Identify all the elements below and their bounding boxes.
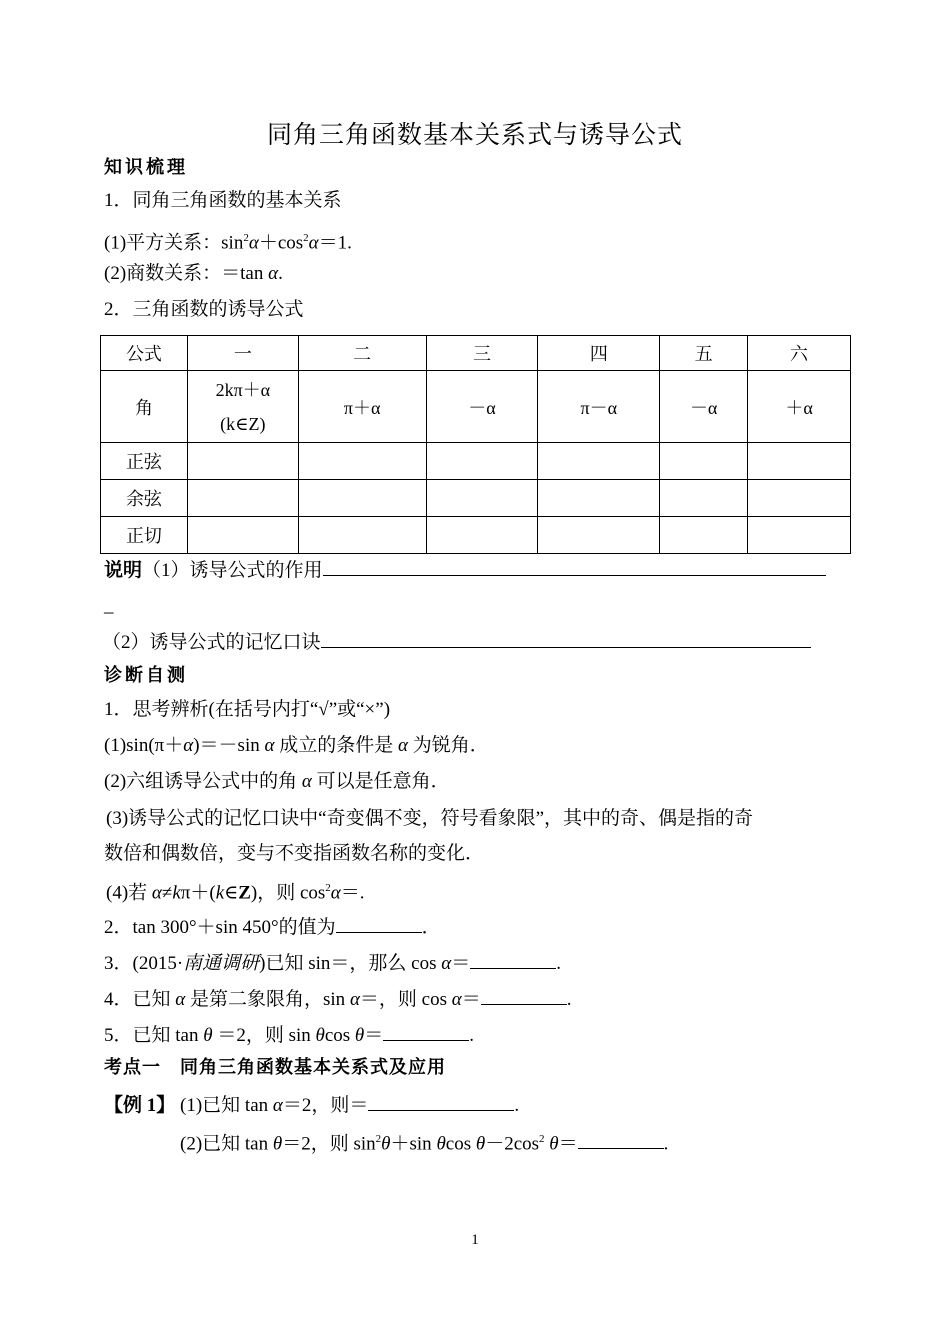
note-2-text: （2）诱导公式的记忆口诀 xyxy=(102,632,321,653)
kp1a-label: (1)平方关系： xyxy=(104,232,222,254)
kp2-heading: 2．三角函数的诱导公式 xyxy=(104,299,304,320)
question-1-item-1: (1)sin(π＋α)＝－sin α 成立的条件是 α 为锐角． xyxy=(104,735,489,756)
answer-blank[interactable] xyxy=(321,628,811,648)
table-header-cell: 公式 xyxy=(101,336,188,371)
answer-blank[interactable] xyxy=(578,1129,664,1149)
answer-blank[interactable] xyxy=(481,985,567,1005)
section-heading-topic1: 考点一 同角三角函数基本关系式及应用 xyxy=(104,1057,446,1078)
table-cell-angle: ＋α xyxy=(748,371,851,443)
page-title: 同角三角函数基本关系式与诱导公式 xyxy=(266,122,683,149)
table-cell-angle: 2kπ＋α (k∈Z) xyxy=(187,371,298,443)
example-1-part-2: (2)已知 tan θ＝2，则 $\sin^2\theta+\sin$ θcos $\theta-2\cos^2$ θ＝ . xyxy=(180,1127,668,1156)
table-row xyxy=(101,443,851,480)
question-1-item-2: (2)六组诱导公式中的角 α 可以是任意角． xyxy=(104,771,450,792)
note-1 xyxy=(104,556,826,583)
table-row-label: 正弦 xyxy=(101,443,188,480)
induction-formula-table xyxy=(100,335,851,554)
kp1-heading: 1．同角三角函数的基本关系 xyxy=(104,190,342,211)
question-4: 4．已知 α 是第二象限角，sin α＝，则 cos α＝ . xyxy=(104,985,572,1012)
question-1: 1．思考辨析(在括号内打“√”或“×”) xyxy=(104,699,391,720)
table-header-row xyxy=(101,336,851,371)
note-dash: _ xyxy=(104,595,114,616)
question-3: 3．(2015·南通调研)已知 sin＝，那么 cos α＝ . xyxy=(104,949,561,976)
example-label: 【例 1】 xyxy=(104,1095,176,1116)
table-header-cell: 三 xyxy=(426,336,538,371)
question-1-item-3a: (3)诱导公式的记忆口诀中“奇变偶不变，符号看象限”，其中的奇、偶是指的奇 xyxy=(106,808,754,829)
answer-blank[interactable] xyxy=(470,949,556,969)
section-heading-selftest: 诊断自测 xyxy=(104,665,188,686)
section-heading-knowledge: 知识梳理 xyxy=(104,157,188,178)
question-1-item-3b: 数倍和偶数倍，变与不变指函数名称的变化． xyxy=(104,843,485,864)
table-header-cell: 四 xyxy=(538,336,660,371)
note-label: 说明 xyxy=(104,560,143,581)
table-row-label: 正切 xyxy=(101,517,188,554)
example-1-part-1: 【例 1】 (1)已知 tan α＝2，则＝ . xyxy=(104,1091,519,1118)
table-row xyxy=(101,480,851,517)
table-row-label: 余弦 xyxy=(101,480,188,517)
table-header-cell: 六 xyxy=(748,336,851,371)
question-3-source: 南通调研 xyxy=(183,953,260,974)
question-5: 5．已知 tan θ ＝2，则 sin θcos θ＝ . xyxy=(104,1021,474,1048)
table-cell-angle: －α xyxy=(660,371,748,443)
table-angle-row xyxy=(101,371,851,443)
kp1-quotient-relation: (2)商数关系：＝tan α. xyxy=(104,263,283,284)
table-cell-angle: π＋α xyxy=(298,371,426,443)
page-number: 1 xyxy=(471,1232,479,1248)
question-2: 2．tan 300°＋sin 450°的值为 ． xyxy=(104,913,441,940)
table-header-cell: 二 xyxy=(298,336,426,371)
note-1-text: （1）诱导公式的作用 xyxy=(142,560,323,581)
table-header-cell: 一 xyxy=(187,336,298,371)
table-row-label: 角 xyxy=(101,371,188,443)
note-2 xyxy=(102,628,811,655)
table-header-cell: 五 xyxy=(660,336,748,371)
answer-blank[interactable] xyxy=(323,556,826,576)
question-1-item-4: (4)若 α≠kπ＋(k∈Z)，则 $\cos^2\alpha=$. xyxy=(106,882,365,904)
kp1-square-relation: (1)平方关系：$\sin^2\alpha+\cos^2\alpha=1$. xyxy=(104,232,352,254)
answer-blank[interactable] xyxy=(368,1091,514,1111)
kp1b-label: (2)商数关系： xyxy=(104,263,222,284)
answer-blank[interactable] xyxy=(336,913,422,933)
answer-blank[interactable] xyxy=(383,1021,469,1041)
table-cell-angle: －α xyxy=(426,371,538,443)
table-row xyxy=(101,517,851,554)
table-cell-angle: π－α xyxy=(538,371,660,443)
